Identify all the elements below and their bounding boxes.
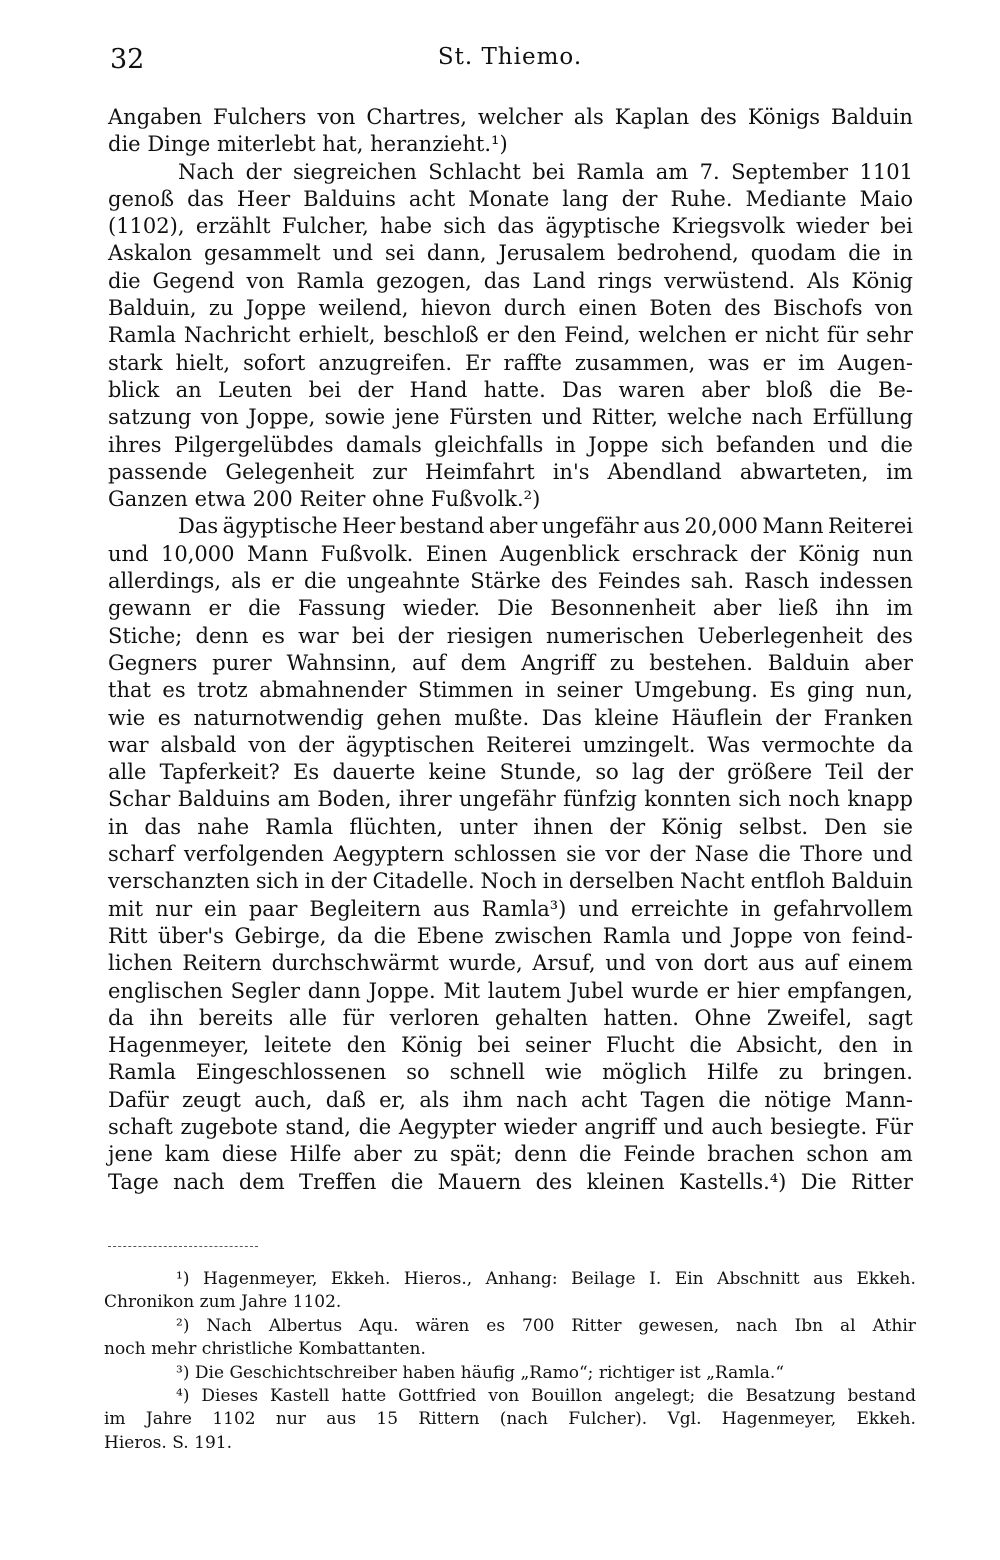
text-line: genoß das Heer Balduins acht Monate lang der Ruhe. Mediante Maio bbox=[108, 186, 913, 211]
text-line: passende Gelegenheit zur Heimfahrt in's Abendland abwarteten, im bbox=[108, 459, 913, 484]
footnote-line: ¹) Hagenmeyer, Ekkeh. Hieros., Anhang: Beilage I. Ein Abschnitt aus Ekkeh. bbox=[176, 1269, 916, 1289]
text-line: Schar Balduins am Boden, ihrer ungefähr fünfzig konnten sich noch knapp bbox=[108, 787, 913, 812]
text-line: Ganzen etwa 200 Reiter ohne Fußvolk.²) bbox=[108, 487, 541, 512]
text-line: Tage nach dem Treffen die Mauern des kleinen Kastells.⁴) Die Ritter bbox=[108, 1169, 913, 1194]
main-text bbox=[108, 104, 913, 1196]
text-line: Ramla Nachricht erhielt, beschloß er den Feind, welchen er nicht für sehr bbox=[108, 323, 913, 348]
text-line: (1102), erzählt Fulcher, habe sich das ägyptische Kriegsvolk wieder bei bbox=[108, 214, 913, 239]
text-line: Ritt über's Gebirge, da die Ebene zwischen Ramla und Joppe von feind- bbox=[108, 923, 913, 948]
text-line: und 10,000 Mann Fußvolk. Einen Augenblick erschrack der König nun bbox=[108, 541, 913, 566]
footnote-line: ²) Nach Albertus Aqu. wären es 700 Ritter gewesen, nach Ibn al Athir bbox=[176, 1315, 916, 1336]
text-line: die Dinge miterlebt hat, heranzieht.¹) bbox=[108, 132, 508, 157]
text-line: ihres Pilgergelübdes damals gleichfalls in Joppe sich befanden und die bbox=[108, 432, 913, 457]
text-line: Hagenmeyer, leitete den König bei seiner Flucht die Absicht, den in bbox=[108, 1033, 913, 1058]
text-line: die Gegend von Ramla gezogen, das Land rings verwüstend. Als König bbox=[108, 268, 913, 293]
text-line: blick an Leuten bei der Hand hatte. Das waren aber bloß die Be- bbox=[108, 377, 913, 402]
text-line: Balduin, zu Joppe weilend, hievon durch einen Boten des Bischofs von bbox=[108, 296, 913, 321]
text-line: gewann er die Fassung wieder. Die Besonnenheit aber ließ ihn im bbox=[108, 596, 913, 621]
text-line: in das nahe Ramla flüchten, unter ihnen der König selbst. Den sie bbox=[108, 814, 913, 839]
running-title: St. Thiemo. bbox=[437, 44, 583, 70]
text-line: lichen Reitern durchschwärmt wurde, Arsuf, und von dort aus auf einem bbox=[108, 951, 913, 976]
text-line: jene kam diese Hilfe aber zu spät; denn die Feinde brachen schon am bbox=[108, 1142, 913, 1167]
text-line: da ihn bereits alle für verloren gehalten hatten. Ohne Zweifel, sagt bbox=[108, 1005, 913, 1030]
text-line: Nach der siegreichen Schlacht bei Ramla am 7. September 1101 bbox=[178, 159, 913, 184]
footnote-line: ³) Die Geschichtschreiber haben häufig „Ramo“; richtiger ist „Ramla.“ bbox=[176, 1362, 785, 1383]
footnotes bbox=[104, 1268, 916, 1455]
text-line: Das ägyptische Heer bestand aber ungefähr aus 20,000 Mann Reiterei bbox=[178, 514, 913, 539]
text-line: englischen Segler dann Joppe. Mit lautem Jubel wurde er hier empfangen, bbox=[108, 978, 913, 1003]
text-line: wie es naturnotwendig gehen mußte. Das kleine Häuflein der Franken bbox=[108, 705, 913, 730]
footnote-divider bbox=[108, 1246, 258, 1247]
text-line: Dafür zeugt auch, daß er, als ihm nach acht Tagen die nötige Mann- bbox=[108, 1087, 913, 1112]
text-line: war alsbald von der ägyptischen Reiterei umzingelt. Was vermochte da bbox=[108, 732, 913, 757]
footnote-line: noch mehr christliche Kombattanten. bbox=[104, 1339, 426, 1360]
text-line: Askalon gesammelt und sei dann, Jerusalem bedrohend, quodam die in bbox=[108, 241, 913, 266]
text-line: allerdings, als er die ungeahnte Stärke des Feindes sah. Rasch indessen bbox=[108, 569, 913, 594]
text-line: scharf verfolgenden Aegyptern schlossen sie vor der Nase die Thore und bbox=[108, 842, 913, 867]
footnote-line: im Jahre 1102 nur aus 15 Rittern (nach Fulcher). Vgl. Hagenmeyer, Ekkeh. bbox=[104, 1409, 916, 1430]
text-line: Ramla Eingeschlossenen so schnell wie möglich Hilfe zu bringen. bbox=[108, 1060, 913, 1085]
text-line: mit nur ein paar Begleitern aus Ramla³) und erreichte in gefahrvollem bbox=[108, 896, 913, 921]
text-line: Angaben Fulchers von Chartres, welcher als Kaplan des Königs Balduin bbox=[108, 105, 913, 129]
footnote-line: Hieros. S. 191. bbox=[104, 1432, 232, 1453]
page-number: 32 bbox=[110, 44, 145, 75]
footnote-line: Chronikon zum Jahre 1102. bbox=[104, 1292, 342, 1313]
text-line: satzung von Joppe, sowie jene Fürsten und Ritter, welche nach Erfüllung bbox=[108, 405, 913, 430]
text-line: Gegners purer Wahnsinn, auf dem Angriff zu bestehen. Balduin aber bbox=[108, 650, 913, 675]
text-line: that es trotz abmahnender Stimmen in seiner Umgebung. Es ging nun, bbox=[108, 678, 913, 703]
text-line: Stiche; denn es war bei der riesigen numerischen Ueberlegenheit des bbox=[108, 623, 913, 648]
page-header bbox=[110, 44, 910, 84]
text-line: alle Tapferkeit? Es dauerte keine Stunde, so lag der größere Teil der bbox=[108, 760, 913, 785]
text-line: stark hielt, sofort anzugreifen. Er raffte zusammen, was er im Augen- bbox=[108, 350, 913, 375]
text-line: schaft zugebote stand, die Aegypter wieder angriff und auch besiegte. Für bbox=[108, 1114, 913, 1139]
footnote-line: ⁴) Dieses Kastell hatte Gottfried von Bouillon angelegt; die Besatzung bestand bbox=[176, 1385, 916, 1406]
text-line: verschanzten sich in der Citadelle. Noch in derselben Nacht entfloh Balduin bbox=[108, 869, 913, 894]
